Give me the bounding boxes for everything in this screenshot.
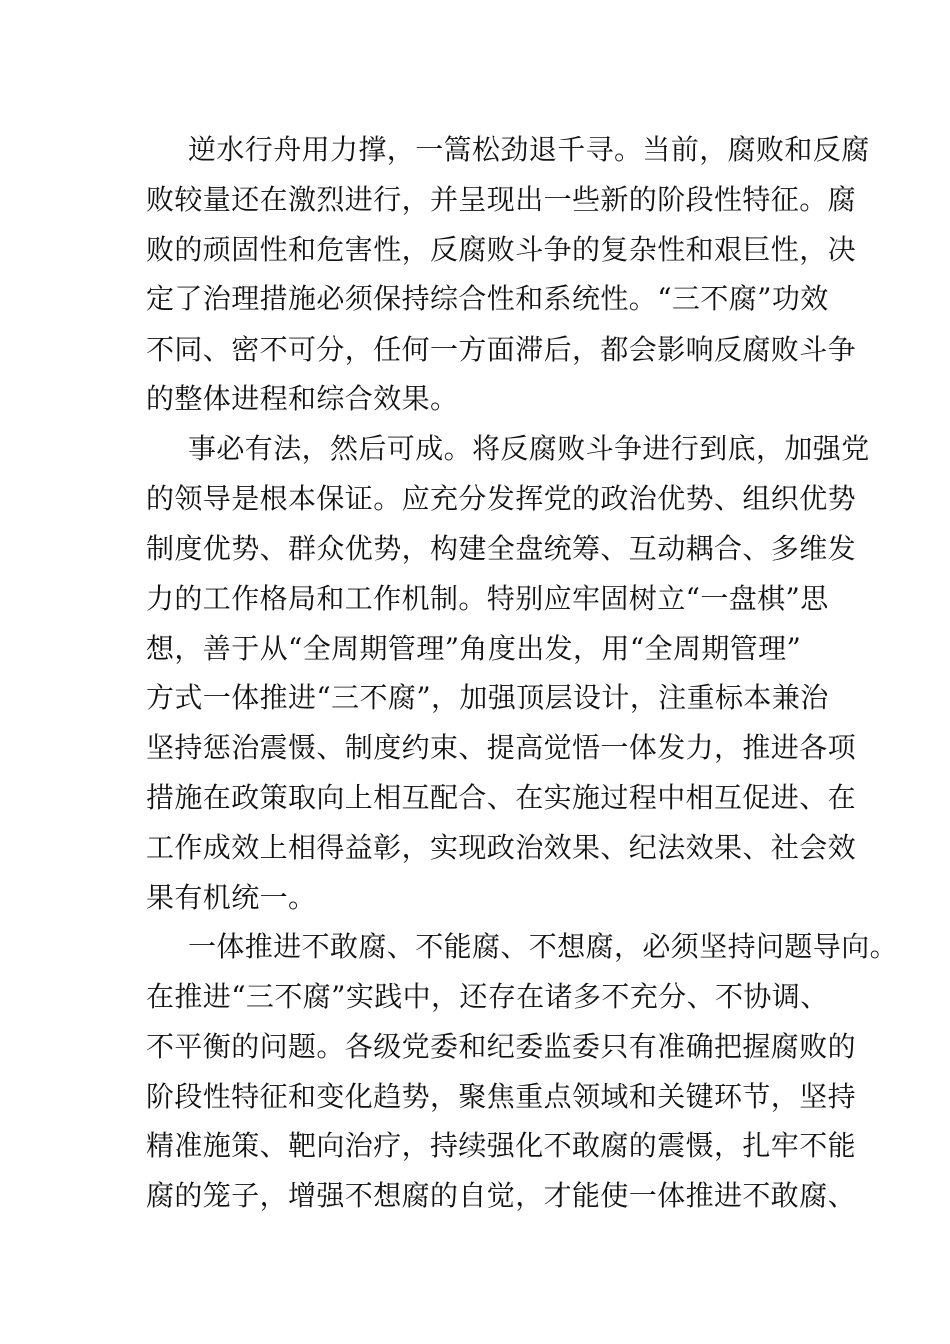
text-line: 败的顽固性和危害性，反腐败斗争的复杂性和艰巨性，决 [146,233,857,266]
text-line: 逆水行舟用力撑，一篙松劲退千寻。当前，腐败和反腐 [188,133,870,166]
text-line: 的领导是根本保证。应充分发挥党的政治优势、组织优势 [146,482,857,515]
text-line: 坚持惩治震慑、制度约束、提高觉悟一体发力，推进各项 [146,731,857,764]
text-line: 力的工作格局和工作机制。特别应牢固树立“一盘棋”思 [146,582,829,615]
text-line: 定了治理措施必须保持综合性和系统性。“三不腐”功效 [146,282,829,315]
text-line: 制度优势、群众优势，构建全盘统筹、互动耦合、多维发 [146,532,857,565]
text-line: 在推进“三不腐”实践中，还存在诸多不充分、不协调、 [146,980,829,1013]
text-line: 不同、密不可分，任何一方面滞后，都会影响反腐败斗争 [146,333,857,366]
text-line: 工作成效上相得益彰，实现政治效果、纪法效果、社会效 [146,831,857,864]
text-line: 腐的笼子，增强不想腐的自觉，才能使一体推进不敢腐、 [146,1179,857,1212]
text-line: 不平衡的问题。各级党委和纪委监委只有准确把握腐败的 [146,1030,857,1063]
text-line: 方式一体推进“三不腐”，加强顶层设计，注重标本兼治 [146,681,829,714]
text-line: 事必有法，然后可成。将反腐败斗争进行到底，加强党 [188,432,870,465]
text-line: 败较量还在激烈进行，并呈现出一些新的阶段性特征。腐 [146,183,857,216]
text-line: 果有机统一。 [146,881,317,914]
text-line: 想，善于从“全周期管理”角度出发，用“全周期管理” [146,632,802,665]
text-line: 阶段性特征和变化趋势，聚焦重点领域和关键环节，坚持 [146,1080,857,1113]
text-line: 的整体进程和综合效果。 [146,382,459,415]
text-line: 精准施策、靶向治疗，持续强化不敢腐的震慑，扎牢不能 [146,1129,857,1162]
text-line: 一体推进不敢腐、不能腐、不想腐，必须坚持问题导向。 [188,930,899,963]
text-line: 措施在政策取向上相互配合、在实施过程中相互促进、在 [146,781,857,814]
